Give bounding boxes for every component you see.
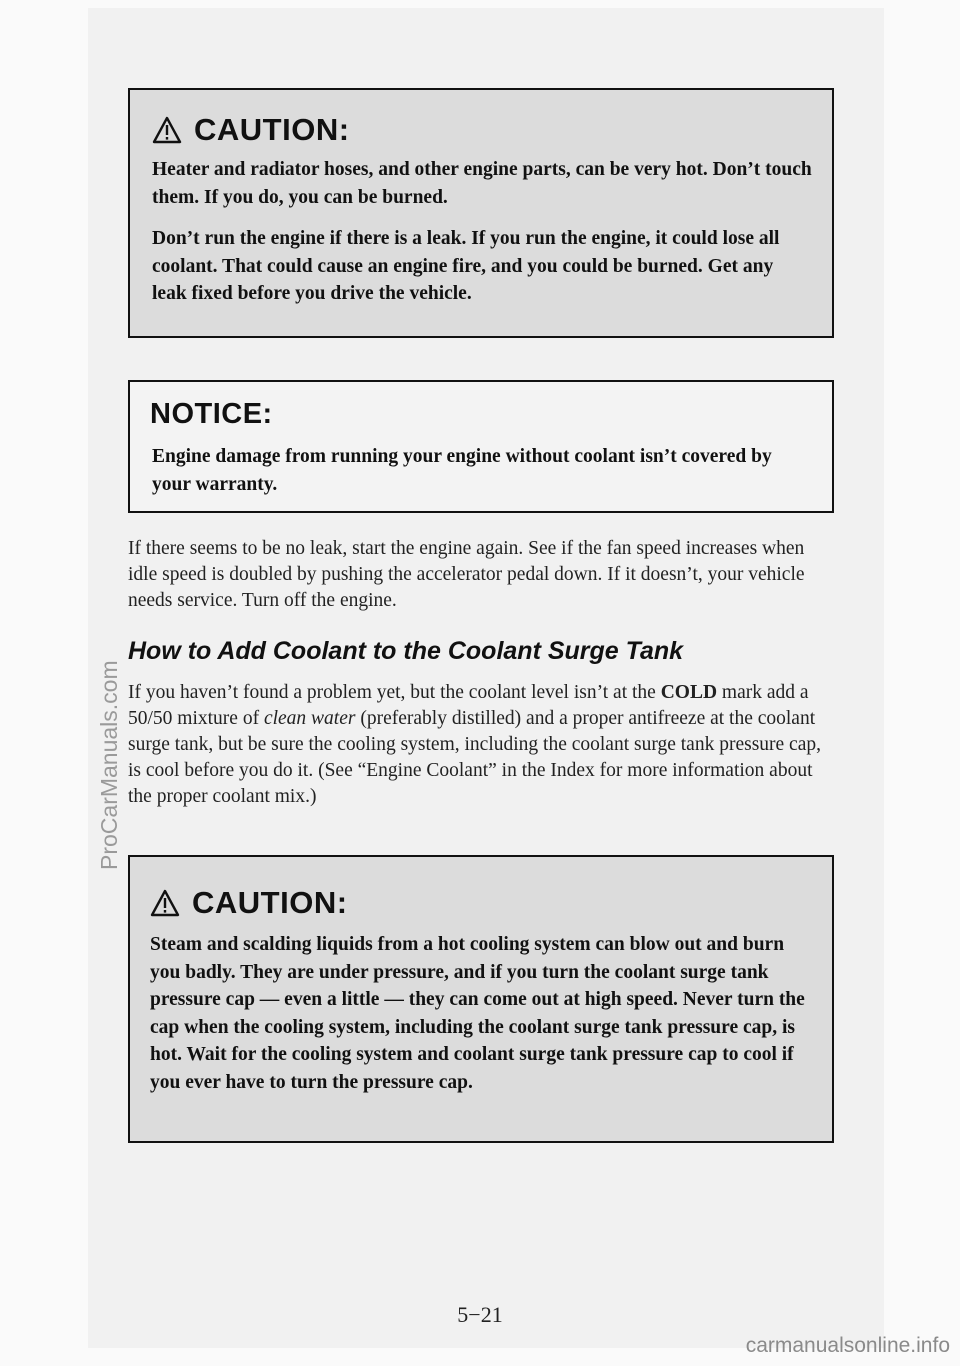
warning-triangle-icon [150,889,180,917]
notice-heading: NOTICE: [150,398,273,430]
caution-box-steam [128,855,834,1143]
caution-paragraph: Steam and scalding liquids from a hot cooling system can blow out and burn you badly. They are under pressure, and if you turn the coolant surge tank pressure cap — even a little — they can come out at high speed. Never turn the cap when the cooling system, including the coolant surge tank pressure cap, is hot. Wait for the cooling system and coolant surge tank pressure cap to cool if you ever have to turn the pressure cap. [150,934,805,1093]
page-number: 5−21 [457,1302,503,1327]
watermark-side: ProCarManuals.com [96,660,122,870]
body-paragraph [128,536,838,614]
caution-paragraph: Heater and radiator hoses, and other engine parts, can be very hot. Don’t touch them. If you do, you can be burned. [152,159,812,208]
warning-triangle-icon [152,116,182,144]
text-run: mark add a 50/50 mixture of [128,682,809,729]
caution-paragraph: Don’t run the engine if there is a leak. If you run the engine, it could lose all coolant. That could cause an engine fire, and you could be burned. Get any leak fixed before you drive the vehicle. [152,228,780,304]
body-paragraph-text [128,680,838,810]
body-paragraph [128,680,838,810]
watermark-bottom: carmanualsonline.info [745,1334,950,1357]
notice-text: Engine damage from running your engine without coolant isn’t covered by your warranty. [152,446,772,495]
caution-label: CAUTION: [192,885,348,920]
clean-water-emphasis: clean water [263,708,356,729]
cold-mark-label: COLD [660,682,718,703]
caution-label: CAUTION: [194,112,350,147]
text-run: (preferably distilled) and a proper antifreeze at the coolant surge tank, but be sure the cooling system, including the coolant surge tank pressure cap, is cool before you do it. (See “Engine Coolant” in the Index for more information about the proper coolant mix.) [128,708,821,807]
notice-box [128,380,834,513]
caution-box-hot-parts [128,88,834,338]
body-paragraph-text: If there seems to be no leak, start the engine again. See if the fan speed increases when idle speed is doubled by pushing the accelerator pedal down. If it doesn’t, your vehicle needs service. Turn off the engine. [128,538,805,611]
caution-heading [150,885,812,921]
text-run: If you haven’t found a problem yet, but the coolant level isn’t at the [128,682,661,703]
caution-heading [152,112,812,148]
section-heading: How to Add Coolant to the Coolant Surge Tank [128,637,684,665]
